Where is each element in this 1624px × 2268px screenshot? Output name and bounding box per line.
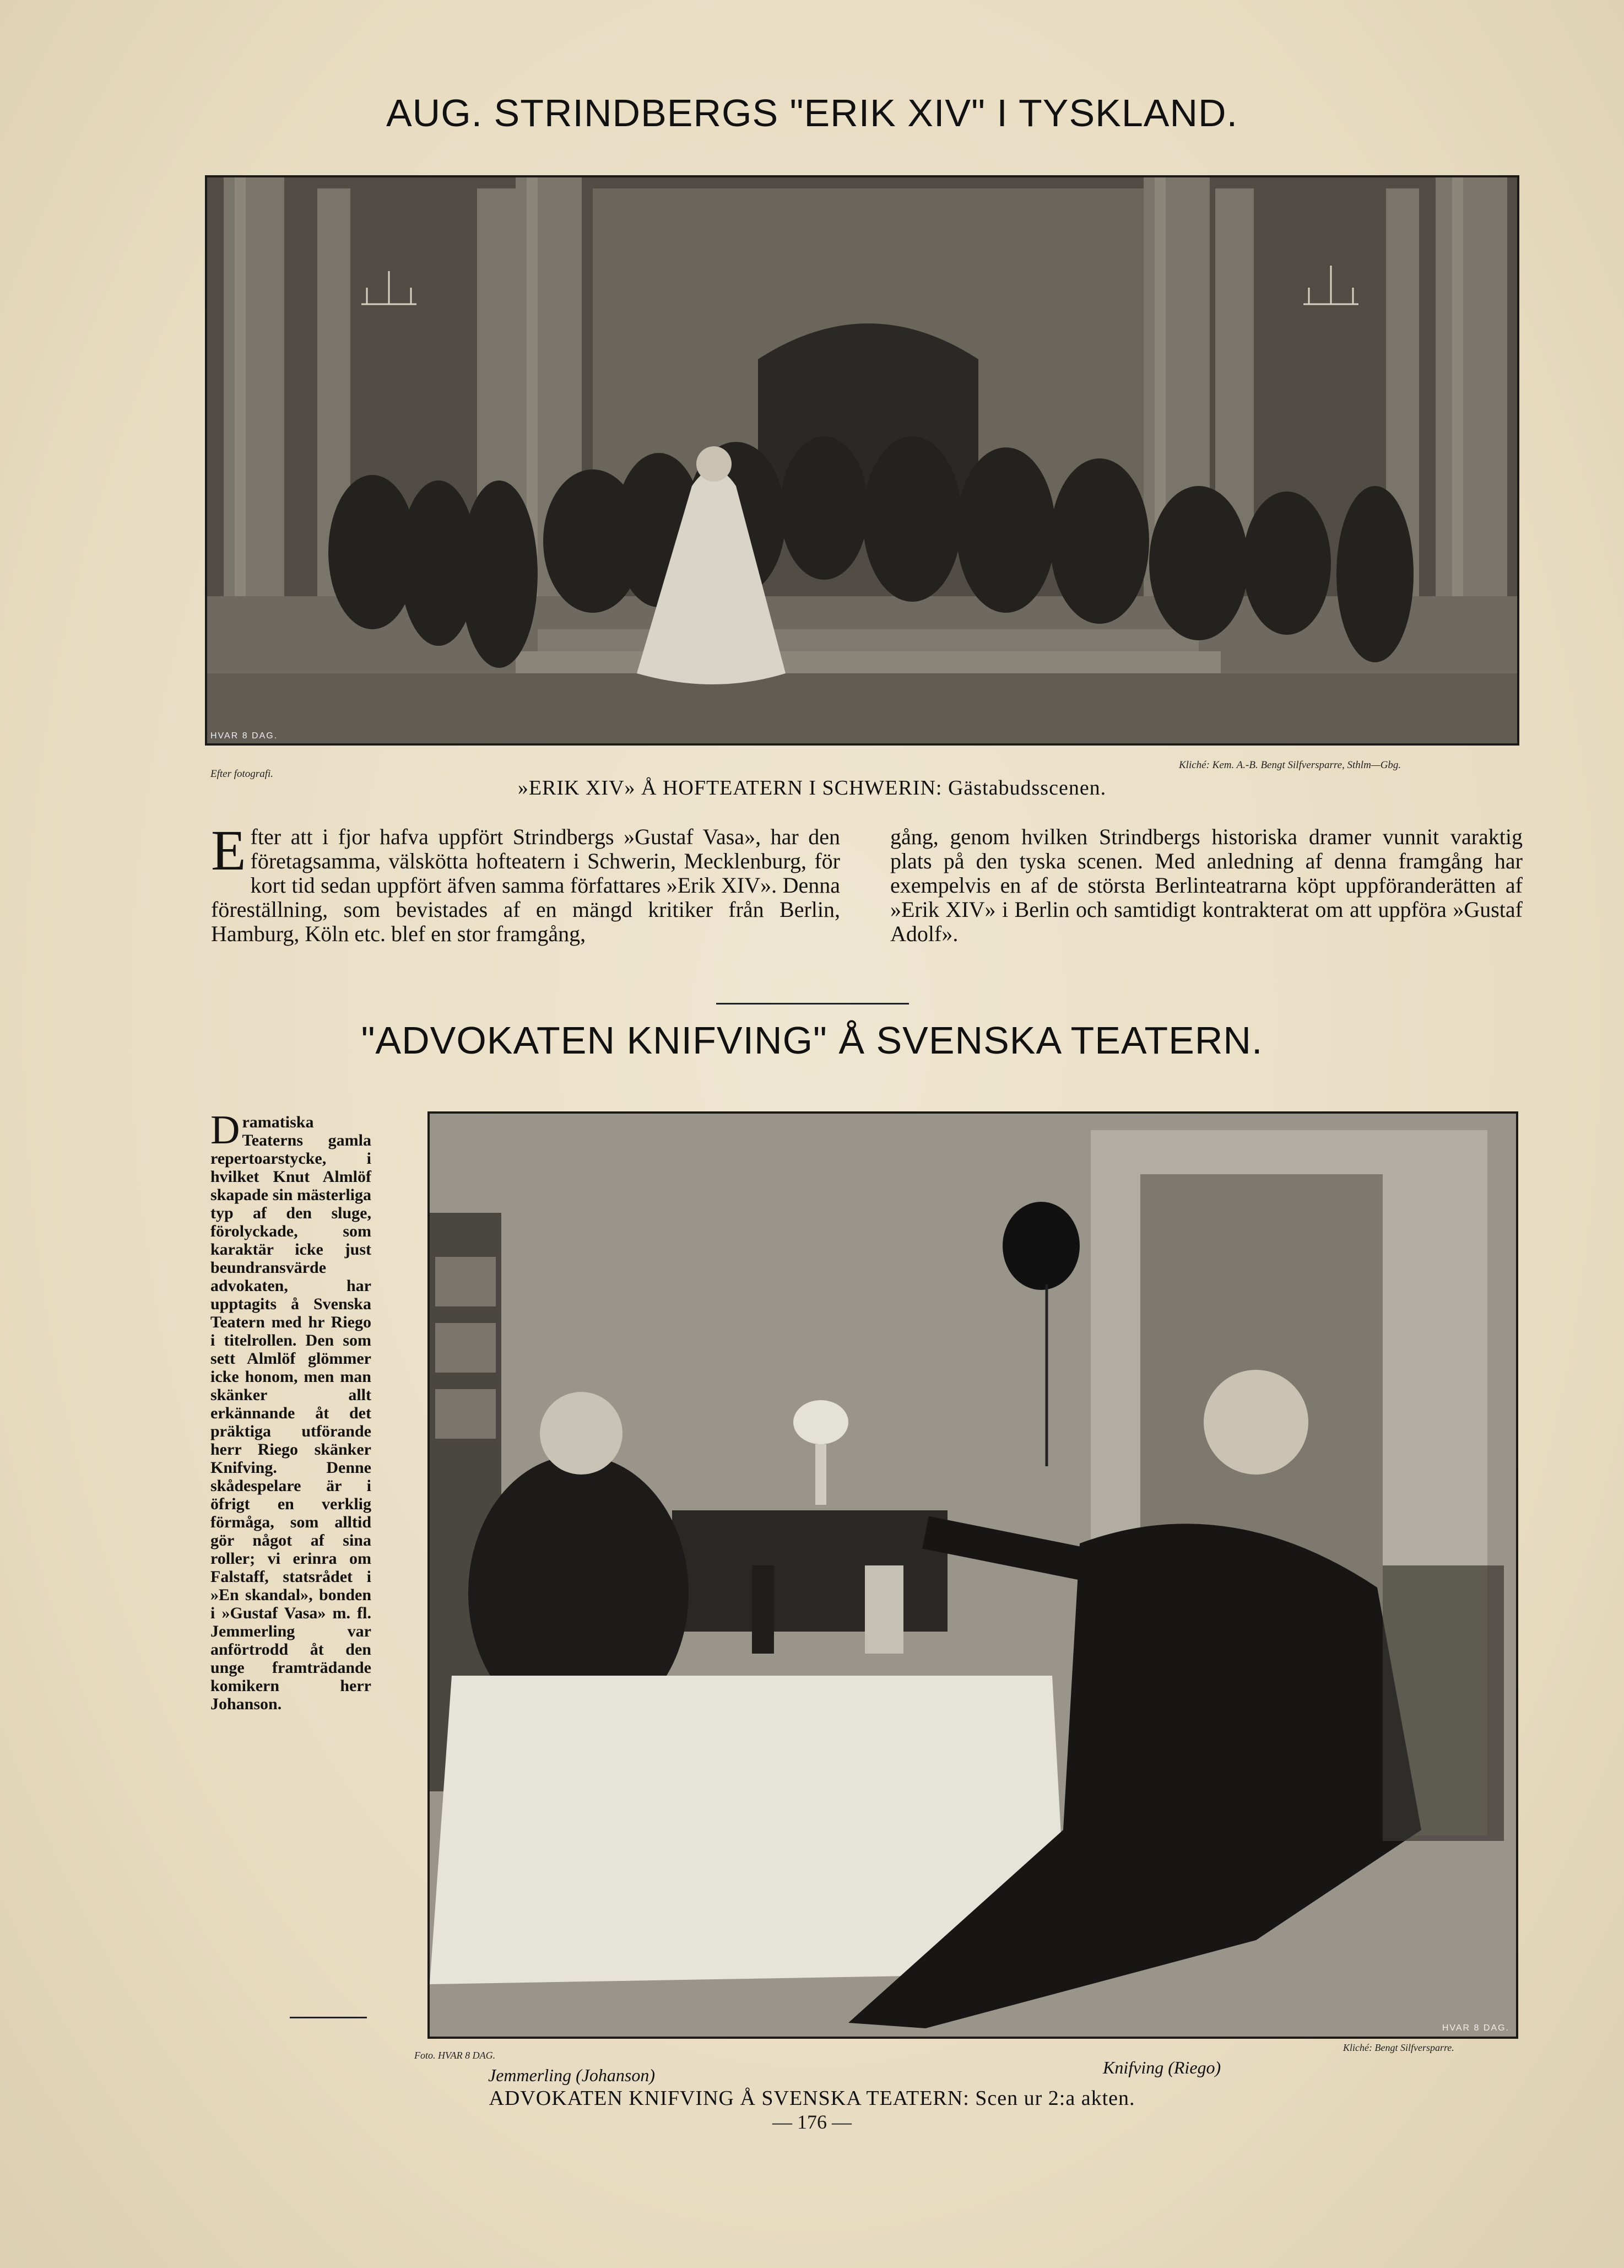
interior-scene-illustration — [430, 1114, 1518, 2039]
caption-advokaten-knifving: ADVOKATEN KNIFVING Å SVENSKA TEATERN: Scen ur 2:a akten. — [489, 2087, 1135, 2110]
photo-credit-right: Kliché: Kem. A.-B. Bengt Silfversparre, Sthlm—Gbg. — [1179, 759, 1401, 771]
photo-credit-right: Kliché: Bengt Silfversparre. — [1343, 2042, 1454, 2053]
article2-side-text: ramatiska Teaterns gamla repertoarstycke, i hvilket Knut Almlöf skapade sin mästerliga typ af den sluge, förolyckade, som karaktär icke just beundransvärde advokaten, har upptagits å Svenska Teatern med hr Riego i titelrollen. Den som sett Almlöf glömmer icke honom, men man skänker allt erkännande åt det präktiga utförande herr Riego skänker Knifving. Denne skådespelare är i öfrigt en verklig förmåga, som alltid gör något af sina roller; vi erinra om Falstaff, statsrådet i »En skandal», bonden i »Gustaf Vasa» m. fl. Jemmerling var anförtrodd åt den unge framträdande komikern herr Johanson. — [210, 1113, 371, 1713]
photo-credit-left: Efter fotografi. — [210, 768, 273, 780]
page-number: — 176 — — [772, 2111, 852, 2133]
dropcap: D — [210, 1108, 240, 1153]
role-label-left: Jemmerling (Johanson) — [488, 2065, 656, 2085]
dropcap: E — [211, 819, 246, 882]
headline-erik-xiv: AUG. STRINDBERGS "ERIK XIV" I TYSKLAND. — [386, 91, 1238, 134]
photo-watermark: HVAR 8 DAG. — [1442, 2023, 1509, 2033]
article1-text-left: fter att i fjor hafva uppfört Strindbergs »Gustaf Vasa», har den företagsamma, välskötta hofteatern i Schwerin, Mecklenburg, för kort tid sedan uppfört äfven samma författares »Erik XIV». Denna föreställning, som bevistades af en mängd kritiker från Berlin, Hamburg, Köln etc. blef en stor framgång, — [211, 824, 840, 946]
stage-scene-illustration — [207, 177, 1519, 746]
photo-credit-left: Foto. HVAR 8 DAG. — [414, 2050, 496, 2061]
article2-side-column — [210, 1108, 371, 1713]
photo-advokaten-knifving — [427, 1111, 1518, 2039]
role-label-right: Knifving (Riego) — [1103, 2058, 1221, 2077]
article1-column-left — [211, 819, 840, 946]
article1-column-right: gång, genom hvilken Strindbergs historiska dramer vunnit varaktig plats på den tyska scenen. Med anledning af denna framgång har exempelvis en af de största Berlinteatrarna köpt uppföranderätten af »Erik XIV» i Berlin och samtidigt kontrakterat om att uppföra »Gustaf Adolf». — [890, 824, 1523, 946]
photo-watermark: HVAR 8 DAG. — [210, 731, 278, 741]
side-divider-rule — [290, 2017, 367, 2018]
headline-advokaten-knifving: "ADVOKATEN KNIFVING" Å SVENSKA TEATERN. — [361, 1019, 1263, 1062]
caption-erik-xiv: »ERIK XIV» Å HOFTEATERN I SCHWERIN: Gästabudsscenen. — [517, 776, 1107, 800]
photo-erik-xiv-stage — [205, 175, 1519, 746]
divider-rule — [716, 1003, 909, 1005]
